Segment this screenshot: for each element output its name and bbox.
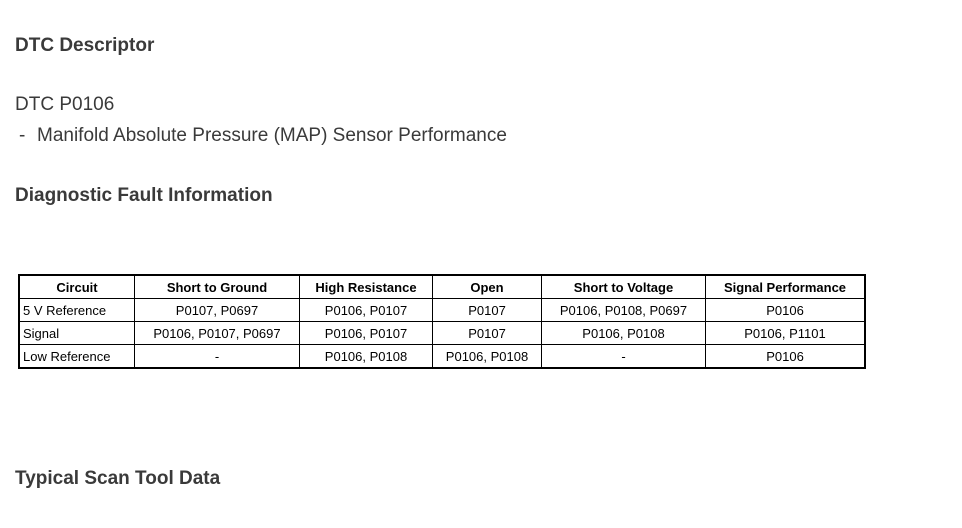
dtc-description: Manifold Absolute Pressure (MAP) Sensor Performance [37, 125, 507, 146]
table-cell: P0107 [433, 322, 542, 345]
header-signal-performance: Signal Performance [706, 275, 866, 299]
header-high-resistance: High Resistance [300, 275, 433, 299]
table-cell: P0106, P1101 [706, 322, 866, 345]
dtc-code: DTC P0106 [15, 94, 115, 115]
table-cell: P0107 [433, 299, 542, 322]
table-cell: 5 V Reference [19, 299, 135, 322]
dtc-description-dash: - [19, 125, 26, 146]
table-header-row [19, 275, 865, 299]
table-cell: P0106, P0108 [433, 345, 542, 369]
table-cell: P0107, P0697 [135, 299, 300, 322]
table-cell: P0106, P0108 [542, 322, 706, 345]
header-open: Open [433, 275, 542, 299]
header-short-to-voltage: Short to Voltage [542, 275, 706, 299]
table-cell: P0106, P0107 [300, 322, 433, 345]
table-cell: Low Reference [19, 345, 135, 369]
dtc-descriptor-heading: DTC Descriptor [15, 35, 155, 56]
table-cell: P0106 [706, 299, 866, 322]
table-cell: Signal [19, 322, 135, 345]
header-short-to-ground: Short to Ground [135, 275, 300, 299]
table-row [19, 345, 865, 369]
table-row [19, 322, 865, 345]
table-cell: - [542, 345, 706, 369]
table-cell: P0106, P0108, P0697 [542, 299, 706, 322]
header-circuit: Circuit [19, 275, 135, 299]
table-cell: P0106, P0107 [300, 299, 433, 322]
table-cell: P0106 [706, 345, 866, 369]
typical-scan-tool-data-heading: Typical Scan Tool Data [15, 468, 221, 489]
table-cell: P0106, P0107, P0697 [135, 322, 300, 345]
diagnostic-fault-information-heading: Diagnostic Fault Information [15, 185, 273, 206]
table-cell: - [135, 345, 300, 369]
table-row [19, 299, 865, 322]
table-cell: P0106, P0108 [300, 345, 433, 369]
dtc-description-line [19, 126, 507, 145]
fault-table [18, 274, 866, 369]
